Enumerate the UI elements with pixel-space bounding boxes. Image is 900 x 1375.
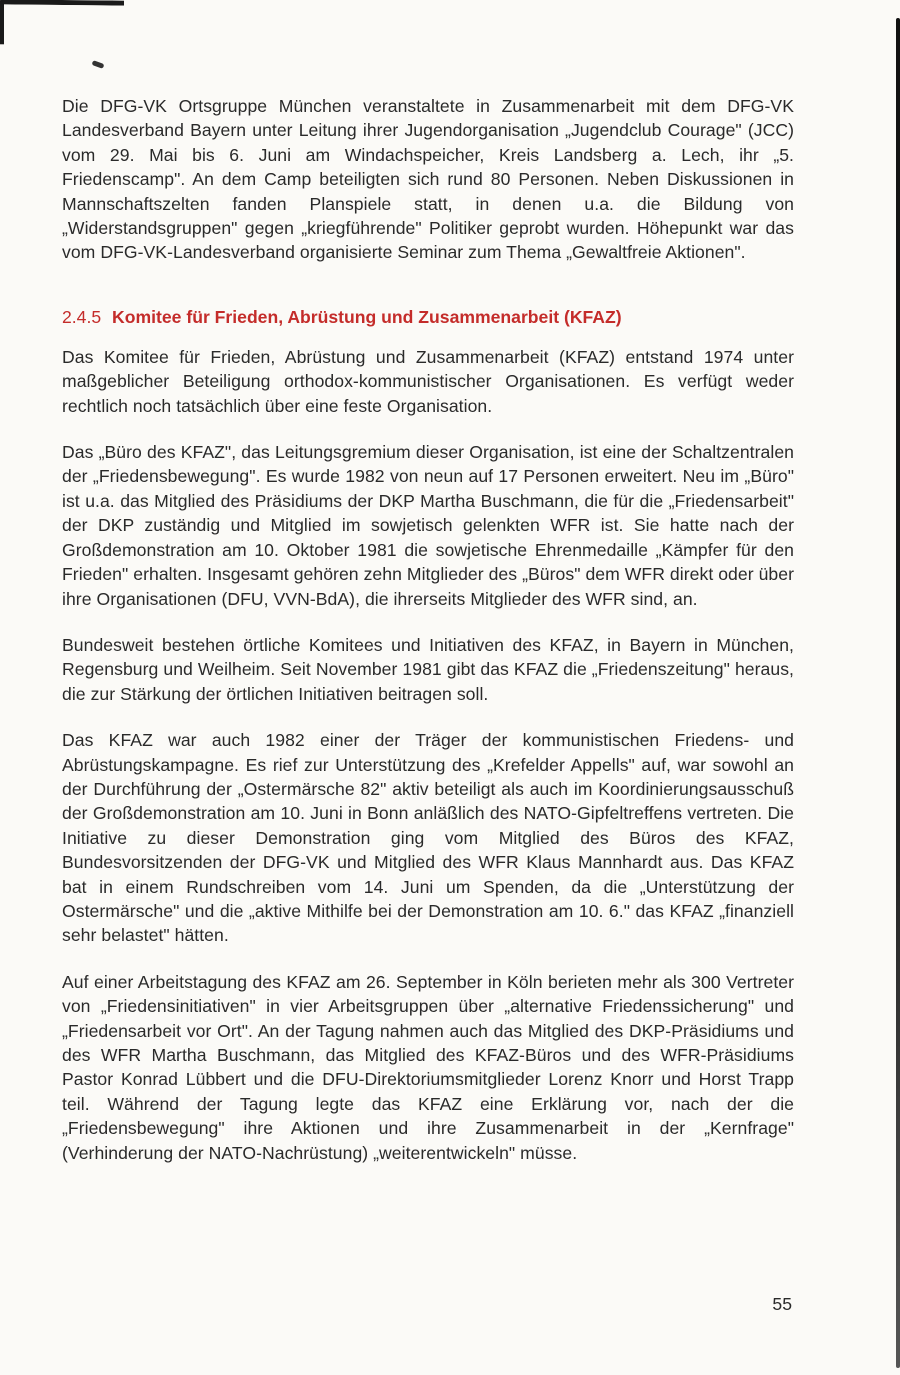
body-paragraph-4: Das KFAZ war auch 1982 einer der Träger der kommunistischen Friedens- und Abrüstungskampagne. Es rief zur Unterstützung des „Krefelder Appells" auf, war sowohl an der Durchführung der „Ostermärsche 82" aktiv beteiligt als auch im Koordinierungsausschuß der Großdemonstration am 10. Juni in Bonn anläßlich des NATO-Gipfeltreffens vertreten. Die Initiative zu dieser Demonstration ging vom Mitglied des Büros des KFAZ, Bundesvorsitzenden der DFG-VK und Mitglied des WFR Klaus Mannhardt aus. Das KFAZ bat in einem Rundschreiben vom 14. Juni um Spenden, da die „Unterstützung der Ostermärsche" und die „aktive Mithilfe bei der Demonstration am 10. 6." das KFAZ „finanziell sehr belastet" hätten. <box>62 730 794 946</box>
body-paragraph-1: Das Komitee für Frieden, Abrüstung und Zusammenarbeit (KFAZ) entstand 1974 unter maßgeblicher Beteiligung orthodox-kommunistischer Organisationen. Es verfügt weder rechtlich noch tatsächlich über eine feste Organisation. <box>62 346 794 416</box>
body-paragraph-5: Auf einer Arbeitstagung des KFAZ am 26. September in Köln berieten mehr als 300 Vertreter von „Friedensinitiativen" in vier Arbeitsgruppen über „alternative Friedenssicherung" und „Friedensarbeit vor Ort". An der Tagung nahmen auch das Mitglied des DKP-Präsidiums und des WFR Martha Buschmann, das Mitglied des KFAZ-Büros und des WFR-Präsidiums Pastor Konrad Lübbert und die DFU-Direktoriumsmitglieder Lorenz Knorr und Horst Trapp teil. Während der Tagung legte das KFAZ eine Erklärung vor, nach der die „Friedensbewegung" ihre Aktionen und ihre Zusammenarbeit in der „Kernfrage" (Verhinderung der NATO-Nachrüstung) „weiterentwickeln" müsse. <box>62 971 794 1163</box>
body-paragraph-2: Das „Büro des KFAZ", das Leitungsgremium dieser Organisation, ist eine der Schaltzentralen der „Friedensbewegung". Es wurde 1982 von neun auf 17 Personen erweitert. Neu im „Büro" ist u.a. das Mitglied des Präsidiums der DKP Martha Buschmann, die für die „Friedensarbeit" der DKP zuständig und Mitglied im sowjetisch gelenkten WFR ist. Sie hatte nach der Großdemonstration am 10. Oktober 1981 die sowjetische Ehrenmedaille „Kämpfer für den Frieden" erhalten. Insgesamt gehören zehn Mitglieder des „Büros" dem WFR direkt oder über ihre Organisationen (DFU, VVN-BdA), die ihrerseits Mitglieder des WFR sind, an. <box>62 442 794 609</box>
section-number: 2.4.5 <box>62 306 102 327</box>
section-title: Komitee für Frieden, Abrüstung und Zusammenarbeit (KFAZ) <box>112 306 622 327</box>
page-body <box>62 94 794 1187</box>
body-paragraph-3: Bundesweit bestehen örtliche Komitees und Initiativen des KFAZ, in Bayern in München, Regensburg und Weilheim. Seit November 1981 gibt das KFAZ die „Friedenszeitung" heraus, die zur Stärkung der örtlichen Initiativen beitragen soll. <box>62 634 794 704</box>
page-number: 55 <box>772 1294 792 1314</box>
ink-mark <box>92 60 105 69</box>
scan-border-right-edge <box>896 18 900 1368</box>
intro-paragraph: Die DFG-VK Ortsgruppe München veranstaltete in Zusammenarbeit mit dem DFG-VK Landesverband Bayern unter Leitung ihrer Jugendorganisation „Jugendclub Courage" (JCC) vom 29. Mai bis 6. Juni am Windachspeicher, Kreis Landsberg a. Lech, ihr „5. Friedenscamp". An dem Camp beteiligten sich rund 80 Personen. Neben Diskussionen in Mannschaftszelten fanden Planspiele statt, in denen u.a. die Bildung von „Widerstandsgruppen" gegen „kriegführende" Politiker geprobt wurden. Höhepunkt war das vom DFG-VK-Landesverband organisierte Seminar zum Thema „Gewaltfreie Aktionen". <box>62 96 794 263</box>
scan-border-corner <box>0 0 124 46</box>
section-heading <box>62 305 794 329</box>
